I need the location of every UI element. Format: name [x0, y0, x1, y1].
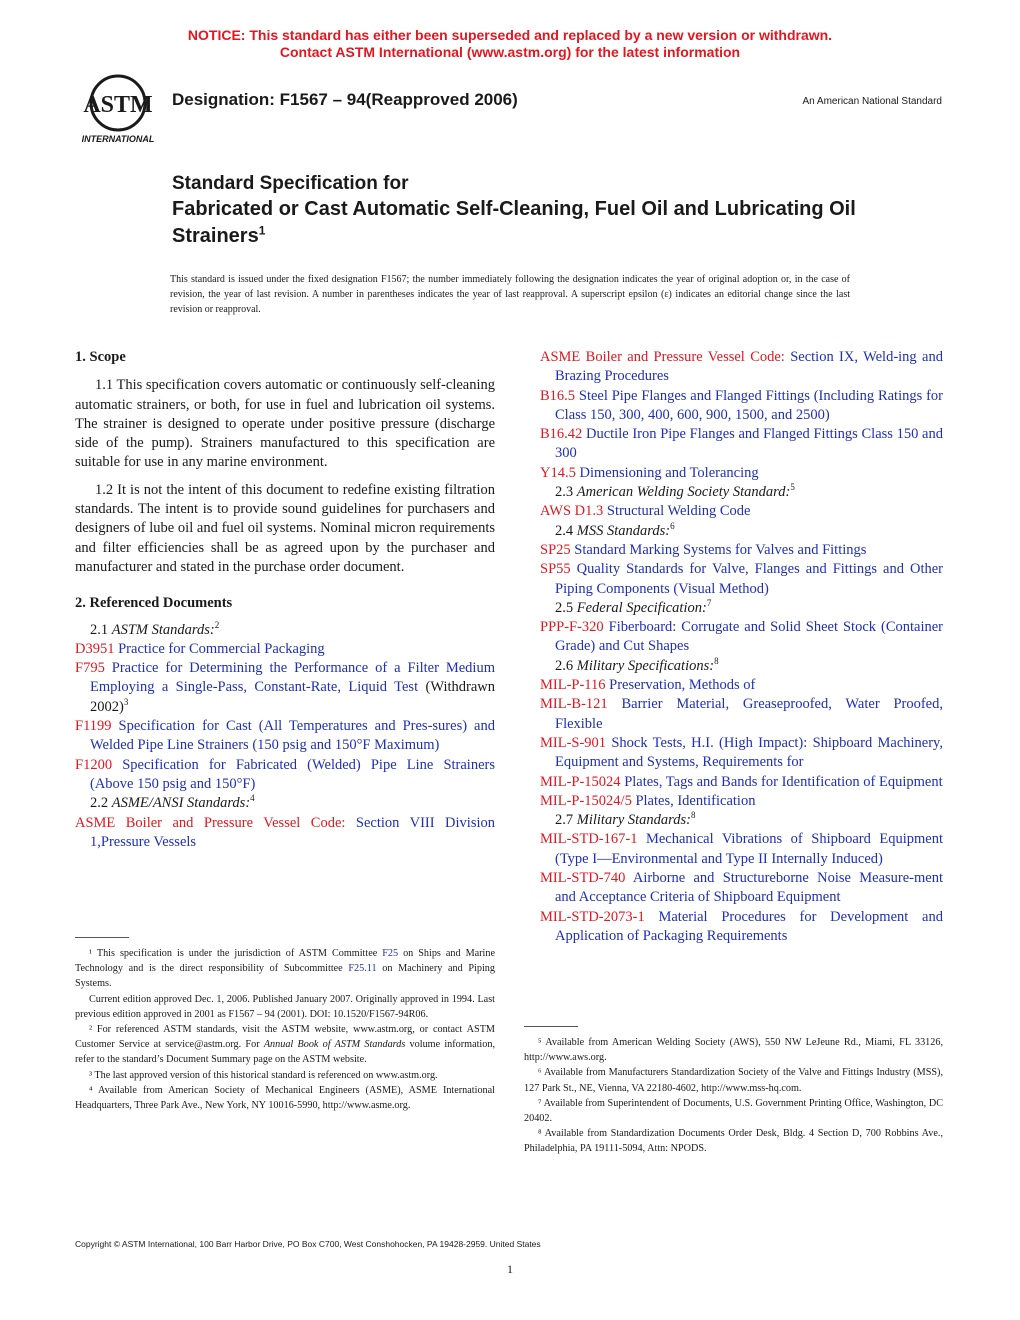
reference-id-link[interactable]: F795 — [75, 660, 105, 677]
subsection-2-4 — [555, 522, 943, 541]
reference-title-link[interactable]: Steel Pipe Flanges and Flanged Fittings (Including Ratings for Class 150, 300, 400, 600, 900, 1500, and 2500) — [555, 387, 943, 423]
footnote-8: ⁸ Available from Standardization Documents Order Desk, Bldg. 4 Section D, 700 Robbins Ave., Philadelphia, PA 19111-5094, Attn: NPODS. — [524, 1128, 943, 1155]
reference-title-link[interactable]: Section IX, Weld-ing and Brazing Procedures — [555, 349, 943, 385]
footnote-mark: 8 — [691, 810, 696, 821]
title-text: Fabricated or Cast Automatic Self-Cleaning, Fuel Oil and Lubricating Oil Strainers — [172, 198, 856, 247]
reference-id-link[interactable]: MIL-STD-740 — [540, 870, 626, 887]
subsection-2-3 — [555, 483, 943, 502]
reference-id-link[interactable]: SP55 — [540, 561, 571, 578]
subsection-number: 2.1 — [90, 621, 112, 638]
reference-item — [75, 717, 495, 756]
designation: Designation: F1567 – 94(Reapproved 2006) — [172, 90, 518, 109]
reference-title-link[interactable]: Practice for Commercial Packaging — [114, 640, 325, 657]
reference-item — [75, 814, 495, 853]
reference-note: (Withdrawn 2002) — [90, 679, 495, 715]
subsection-label: Military Specifications: — [576, 657, 715, 674]
logo-mark: ASTM — [83, 92, 153, 118]
reference-item — [540, 464, 943, 483]
reference-item — [540, 348, 943, 387]
footnote-mark: 3 — [123, 696, 129, 707]
reference-item — [540, 695, 943, 734]
reference-title-link[interactable]: Structural Welding Code — [603, 503, 751, 520]
footnote-text: on Machinery and Piping Systems. — [75, 963, 495, 990]
footnote-italic: Annual Book of ASTM Standards — [263, 1039, 406, 1051]
reference-title-link[interactable]: Specification for Fabricated (Welded) Pipe Line Strainers (Above 150 psig and 150°F) — [90, 756, 495, 792]
reference-item — [75, 640, 495, 659]
reference-item — [540, 734, 943, 773]
subsection-label: Military Standards: — [576, 812, 692, 829]
reference-item — [540, 387, 943, 426]
subsection-number: 2.5 — [555, 599, 577, 616]
reference-title-link[interactable]: Airborne and Structureborne Noise Measure-ment and Acceptance Criteria of Shipboard Equipment — [555, 870, 943, 906]
military-standards-list — [540, 830, 943, 946]
reference-id-link[interactable]: MIL-B-121 — [540, 696, 608, 713]
reference-title-link[interactable]: Specification for Cast (All Temperatures and Pres-sures) and Welded Pipe Line Strainers (150 psig and 150°F Maximum) — [90, 718, 495, 754]
subsection-number: 2.6 — [555, 657, 577, 674]
subsection-2-6 — [555, 657, 943, 676]
reference-item — [540, 618, 943, 657]
reference-id-link[interactable]: PPP-F-320 — [540, 619, 604, 636]
reference-id-link[interactable]: B16.5 — [540, 387, 576, 404]
issue-note: This standard is issued under the fixed designation F1567; the number immediately following the designation indicates the year of original adoption or, in the case of revision, the year of last revision. A number in parentheses indicates the year of last reapproval. A superscript epsilon (ε) indicates an editorial change since the last revision or reapproval. — [170, 274, 850, 315]
reference-title-link[interactable]: Standard Marking Systems for Valves and Fittings — [570, 541, 867, 558]
reference-id-link[interactable]: MIL-P-15024 — [540, 773, 621, 790]
reference-id-link[interactable]: MIL-P-116 — [540, 677, 606, 694]
footnote-6: ⁶ Available from Manufacturers Standardization Society of the Valve and Fittings Industry (MSS), 127 Park St., NE, Vienna, VA 22180-4602, http://www.mss-hq.com. — [524, 1067, 943, 1094]
subsection-label: ASTM Standards: — [111, 621, 215, 638]
footnote-text: on Ships and Marine Technology and is the direct responsibility of Subcommittee — [75, 948, 495, 975]
footnote-1-edition: Current edition approved Dec. 1, 2006. Published January 2007. Originally approved in 1994. Last previous edition approved in 2001 as F1567 – 94 (2001). DOI: 10.1520/F1567-94R06. — [75, 993, 495, 1020]
reference-title-link[interactable]: Section VIII Division 1,Pressure Vessels — [90, 814, 495, 850]
reference-title-link[interactable]: Preservation, Methods of — [605, 677, 756, 694]
reference-item — [75, 659, 495, 717]
reference-item — [540, 560, 943, 599]
subsection-2-7 — [555, 811, 943, 830]
reference-title-link[interactable]: Plates, Identification — [631, 792, 756, 809]
reference-title-link[interactable]: Plates, Tags and Bands for Identification of Equipment — [620, 773, 943, 790]
footnote-mark: 4 — [250, 793, 255, 804]
footnote-mark: 7 — [706, 598, 712, 609]
page-number: 1 — [507, 1262, 513, 1276]
subsection-2-2 — [90, 794, 495, 813]
reference-id-link[interactable]: F1200 — [75, 756, 113, 773]
astm-standards-list — [75, 640, 495, 794]
footnote-divider-left — [75, 937, 129, 938]
asme-standards-list-left — [75, 814, 495, 853]
footnote-mark: 6 — [670, 520, 675, 531]
footnote-2 — [75, 1022, 495, 1068]
reference-item — [540, 830, 943, 869]
subsection-label: American Welding Society Standard: — [576, 484, 791, 501]
committee-link[interactable]: F25 — [382, 948, 399, 959]
footnote-text: ² For referenced ASTM standards, visit the ASTM website, www.astm.org, or contact ASTM Customer Service at service@astm.org. For — [75, 1024, 495, 1051]
reference-id-link[interactable]: ASME Boiler and Pressure Vessel Code: — [540, 349, 785, 365]
reference-id-link[interactable]: MIL-S-901 — [540, 734, 607, 751]
logo-caption: INTERNATIONAL — [81, 134, 155, 144]
reference-item — [75, 756, 495, 795]
reference-id-link[interactable]: B16.42 — [540, 426, 583, 443]
subsection-label: Federal Specification: — [576, 599, 707, 616]
subsection-number: 2.3 — [555, 484, 577, 501]
mss-standards-list — [540, 541, 943, 599]
subsection-number: 2.2 — [90, 795, 112, 812]
reference-id-link[interactable]: MIL-P-15024/5 — [540, 792, 632, 809]
footnote-mark: 2 — [214, 619, 220, 630]
withdrawal-notice — [0, 27, 1020, 61]
reference-id-link[interactable]: MIL-STD-2073-1 — [540, 908, 645, 925]
reference-item — [540, 908, 943, 947]
footnote-mark: 5 — [790, 482, 795, 493]
reference-id-link[interactable]: SP25 — [540, 541, 571, 558]
paragraph-1-1: 1.1 This specification covers automatic or continuously self-cleaning automatic strainers, or both, for use in fuel and lubrication oil systems. The strainer is designed to operate under positive pressure (discharge side of the pump). Strainers manufactured to this specification are suitable for use in any marine environment. — [75, 377, 495, 471]
reference-title-link[interactable]: Fiberboard: Corrugate and Solid Sheet Stock (Container Grade) and Cut Shapes — [555, 619, 943, 655]
reference-id-link[interactable]: F1199 — [75, 718, 112, 735]
reference-title-link[interactable]: Quality Standards for Valve, Flanges and Fittings and Other Piping Components (Visual Method) — [555, 561, 943, 597]
section-2-heading: 2. Referenced Documents — [75, 595, 233, 612]
footnote-divider-right — [524, 1026, 578, 1027]
reference-id-link[interactable]: D3951 — [75, 640, 115, 657]
copyright: Copyright © ASTM International, 100 Barr Harbor Drive, PO Box C700, West Conshohocken, PA 19428-2959. United States — [75, 1239, 541, 1249]
notice-line-1: NOTICE: This standard has either been superseded and replaced by a new version or withdrawn. — [187, 27, 833, 43]
military-spec-list — [540, 676, 943, 811]
reference-title-link[interactable]: Dimensioning and Tolerancing — [575, 464, 759, 481]
reference-id-link[interactable]: ASME Boiler and Pressure Vessel Code: — [75, 814, 346, 831]
federal-spec-list — [540, 618, 943, 657]
reference-item — [540, 676, 943, 695]
reference-id-link[interactable]: Y14.5 — [540, 464, 576, 481]
reference-item — [540, 792, 943, 811]
reference-item — [540, 541, 943, 560]
footnotes-left — [75, 946, 495, 1113]
reference-item — [540, 425, 943, 464]
subsection-number: 2.7 — [555, 812, 577, 829]
subsection-label: MSS Standards: — [576, 522, 671, 539]
left-column — [75, 348, 495, 852]
astm-logo — [72, 73, 164, 145]
footnote-text: volume information, refer to the standard’s Document Summary page on the ASTM website. — [75, 1039, 495, 1066]
footnote-3: ³ The last approved version of this historical standard is referenced on www.astm.org. — [89, 1069, 438, 1081]
reference-title-link[interactable]: Barrier Material, Greaseproofed, Water Proofed, Flexible — [555, 696, 943, 732]
footnote-mark: 8 — [714, 655, 719, 666]
reference-item — [540, 502, 943, 521]
aws-standards-list — [540, 502, 943, 521]
reference-item — [540, 869, 943, 908]
paragraph-1-2: 1.2 It is not the intent of this document to redefine existing filtration standards. The intent is to provide sound guidelines for purchasers and designers of lube oil and fuel oil systems. Nominal micron requirements and filter efficiencies shall be as agreed upon by the purchaser and manufacturer and stated in the purchase order document. — [75, 481, 495, 575]
footnote-5: ⁵ Available from American Welding Society (AWS), 550 NW LeJeune Rd., Miami, FL 33126, http://www.aws.org. — [524, 1037, 943, 1064]
title-footnote-mark: 1 — [258, 223, 266, 238]
title-prefix: Standard Specification for — [172, 173, 409, 194]
american-national-standard-label: An American National Standard — [802, 96, 942, 107]
asme-standards-list-right — [540, 348, 943, 483]
reference-id-link[interactable]: MIL-STD-167-1 — [540, 831, 638, 848]
notice-line-2: Contact ASTM International (www.astm.org) for the latest information — [279, 44, 741, 60]
footnote-1 — [75, 946, 495, 992]
reference-title-link[interactable]: Practice for Determining the Performance of a Filter Medium Employing a Single-Pass, Constant-Rate, Liquid Test — [90, 660, 495, 696]
footnote-7: ⁷ Available from Superintendent of Documents, U.S. Government Printing Office, Washington, DC 20402. — [524, 1097, 943, 1125]
subsection-label: ASME/ANSI Standards: — [111, 795, 251, 812]
subsection-2-1 — [90, 621, 495, 640]
reference-title-link[interactable]: Mechanical Vibrations of Shipboard Equipment (Type I—Environmental and Type II Internally Induced) — [555, 831, 943, 867]
reference-item — [540, 773, 943, 792]
reference-id-link[interactable]: AWS D1.3 — [540, 503, 604, 520]
section-1-heading: 1. Scope — [75, 349, 126, 365]
document-title — [172, 172, 872, 250]
subsection-number: 2.4 — [555, 522, 577, 539]
footnotes-right — [524, 1035, 943, 1157]
subcommittee-link[interactable]: F25.11 — [348, 963, 377, 975]
reference-title-link[interactable]: Ductile Iron Pipe Flanges and Flanged Fittings Class 150 and 300 — [555, 426, 943, 462]
right-column — [540, 348, 943, 946]
subsection-2-5 — [555, 599, 943, 618]
title-main — [172, 196, 872, 250]
reference-title-link[interactable]: Material Procedures for Development and Application of Packaging Requirements — [555, 908, 943, 944]
footnote-text: ¹ This specification is under the jurisdiction of ASTM Committee — [89, 948, 383, 959]
footnote-4: ⁴ Available from American Society of Mechanical Engineers (ASME), ASME International Headquarters, Three Park Ave., New York, NY 10016-5990, http://www.asme.org. — [75, 1084, 495, 1112]
reference-title-link[interactable]: Shock Tests, H.I. (High Impact): Shipboard Machinery, Equipment and Systems, Requirements for — [555, 734, 943, 771]
